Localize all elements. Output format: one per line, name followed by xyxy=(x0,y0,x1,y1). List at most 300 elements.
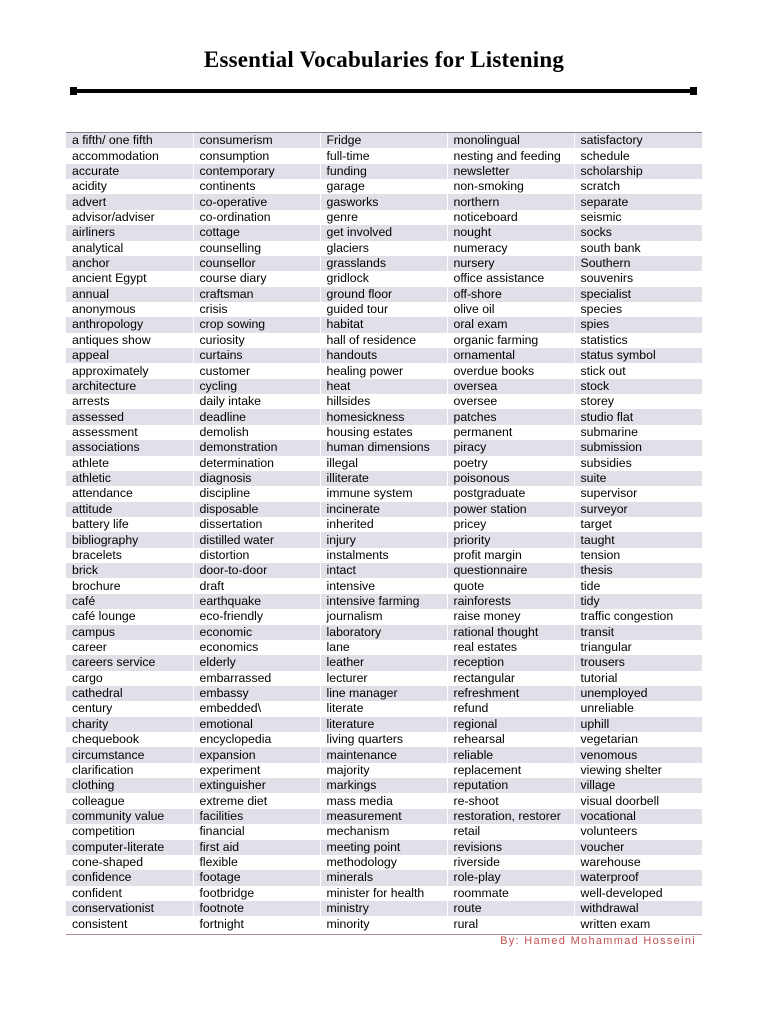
vocab-cell: economics xyxy=(193,640,320,655)
vocab-cell: oral exam xyxy=(447,317,574,332)
table-row xyxy=(66,532,702,547)
vocab-cell: counsellor xyxy=(193,256,320,271)
vocab-cell: guided tour xyxy=(320,302,447,317)
vocab-cell: line manager xyxy=(320,686,447,701)
vocab-cell: re-shoot xyxy=(447,793,574,808)
vocab-cell: village xyxy=(574,778,702,793)
table-row xyxy=(66,655,702,670)
vocab-cell: real estates xyxy=(447,640,574,655)
vocab-cell: viewing shelter xyxy=(574,763,702,778)
vocab-cell: analytical xyxy=(66,241,193,256)
vocab-cell: bibliography xyxy=(66,532,193,547)
table-row xyxy=(66,363,702,378)
vocab-cell: customer xyxy=(193,363,320,378)
table-row xyxy=(66,379,702,394)
vocab-cell: triangular xyxy=(574,640,702,655)
vocab-cell: ground floor xyxy=(320,287,447,302)
vocab-cell: deadline xyxy=(193,409,320,424)
table-row xyxy=(66,625,702,640)
vocab-cell: intact xyxy=(320,563,447,578)
vocab-cell: homesickness xyxy=(320,409,447,424)
vocab-cell: tidy xyxy=(574,594,702,609)
table-row xyxy=(66,594,702,609)
vocab-cell: economic xyxy=(193,625,320,640)
vocab-cell: embassy xyxy=(193,686,320,701)
vocab-cell: noticeboard xyxy=(447,210,574,225)
vocab-cell: accurate xyxy=(66,164,193,179)
vocab-cell: nesting and feeding xyxy=(447,148,574,163)
vocab-cell: trousers xyxy=(574,655,702,670)
vocab-cell: door-to-door xyxy=(193,563,320,578)
vocab-cell: route xyxy=(447,901,574,916)
vocab-cell: consumerism xyxy=(193,133,320,148)
vocab-cell: intensive farming xyxy=(320,594,447,609)
table-row xyxy=(66,563,702,578)
vocab-cell: rainforests xyxy=(447,594,574,609)
vocab-cell: campus xyxy=(66,625,193,640)
vocab-cell: ornamental xyxy=(447,348,574,363)
vocab-cell: anonymous xyxy=(66,302,193,317)
vocab-cell: Fridge xyxy=(320,133,447,148)
vocab-cell: refund xyxy=(447,701,574,716)
table-row xyxy=(66,609,702,624)
vocab-cell: arrests xyxy=(66,394,193,409)
table-row xyxy=(66,840,702,855)
vocab-cell: fortnight xyxy=(193,916,320,931)
vocab-cell: brick xyxy=(66,563,193,578)
vocab-cell: competition xyxy=(66,824,193,839)
vocab-cell: ministry xyxy=(320,901,447,916)
vocab-cell: literate xyxy=(320,701,447,716)
vocab-cell: numeracy xyxy=(447,241,574,256)
vocab-cell: nought xyxy=(447,225,574,240)
vocab-cell: overdue books xyxy=(447,363,574,378)
vocab-cell: olive oil xyxy=(447,302,574,317)
vocab-cell: curtains xyxy=(193,348,320,363)
vocab-cell: crisis xyxy=(193,302,320,317)
table-row xyxy=(66,870,702,885)
vocab-cell: discipline xyxy=(193,486,320,501)
vocab-cell: habitat xyxy=(320,317,447,332)
vocab-cell: associations xyxy=(66,440,193,455)
vocab-cell: colleague xyxy=(66,793,193,808)
table-row xyxy=(66,241,702,256)
vocab-cell: contemporary xyxy=(193,164,320,179)
vocab-cell: rational thought xyxy=(447,625,574,640)
table-row xyxy=(66,901,702,916)
table-row xyxy=(66,333,702,348)
vocab-cell: cargo xyxy=(66,671,193,686)
vocab-cell: patches xyxy=(447,409,574,424)
vocab-cell: profit margin xyxy=(447,548,574,563)
vocab-cell: reception xyxy=(447,655,574,670)
vocab-cell: volunteers xyxy=(574,824,702,839)
vocab-cell: chequebook xyxy=(66,732,193,747)
vocab-cell: consumption xyxy=(193,148,320,163)
vocab-cell: inherited xyxy=(320,517,447,532)
vocab-cell: newsletter xyxy=(447,164,574,179)
vocab-cell: tension xyxy=(574,548,702,563)
vocab-cell: consistent xyxy=(66,916,193,931)
vocab-cell: battery life xyxy=(66,517,193,532)
table-row xyxy=(66,133,702,148)
vocab-cell: healing power xyxy=(320,363,447,378)
vocab-cell: written exam xyxy=(574,916,702,931)
vocab-cell: athlete xyxy=(66,456,193,471)
vocab-cell: human dimensions xyxy=(320,440,447,455)
table-row xyxy=(66,809,702,824)
vocab-cell: meeting point xyxy=(320,840,447,855)
vocab-cell: mass media xyxy=(320,793,447,808)
vocab-cell: office assistance xyxy=(447,271,574,286)
vocab-cell: century xyxy=(66,701,193,716)
table-row xyxy=(66,148,702,163)
table-row xyxy=(66,210,702,225)
vocab-cell: organic farming xyxy=(447,333,574,348)
vocab-cell: assessment xyxy=(66,425,193,440)
vocab-cell: determination xyxy=(193,456,320,471)
table-row xyxy=(66,686,702,701)
vocab-cell: demonstration xyxy=(193,440,320,455)
vocab-cell: separate xyxy=(574,194,702,209)
table-row xyxy=(66,271,702,286)
table-row xyxy=(66,701,702,716)
table-row xyxy=(66,287,702,302)
vocab-cell: appeal xyxy=(66,348,193,363)
vocab-cell: markings xyxy=(320,778,447,793)
table-row xyxy=(66,348,702,363)
table-row xyxy=(66,640,702,655)
table-row xyxy=(66,548,702,563)
vocab-cell: measurement xyxy=(320,809,447,824)
vocab-cell: curiosity xyxy=(193,333,320,348)
vocab-cell: oversee xyxy=(447,394,574,409)
vocab-cell: minority xyxy=(320,916,447,931)
title-rule xyxy=(72,89,696,93)
vocab-cell: anthropology xyxy=(66,317,193,332)
vocab-cell: surveyor xyxy=(574,502,702,517)
vocab-cell: seismic xyxy=(574,210,702,225)
vocab-cell: cottage xyxy=(193,225,320,240)
vocab-cell: questionnaire xyxy=(447,563,574,578)
vocab-cell: gridlock xyxy=(320,271,447,286)
vocab-cell: elderly xyxy=(193,655,320,670)
vocab-cell: replacement xyxy=(447,763,574,778)
table-row xyxy=(66,425,702,440)
vocab-cell: distilled water xyxy=(193,532,320,547)
vocab-cell: warehouse xyxy=(574,855,702,870)
vocab-cell: living quarters xyxy=(320,732,447,747)
vocab-cell: uphill xyxy=(574,717,702,732)
vocab-cell: accommodation xyxy=(66,148,193,163)
author-credit: By: Hamed Mohammad Hosseini xyxy=(500,935,696,947)
table-row xyxy=(66,824,702,839)
table-row xyxy=(66,916,702,931)
table-row xyxy=(66,256,702,271)
vocab-cell: scholarship xyxy=(574,164,702,179)
vocab-cell: tide xyxy=(574,578,702,593)
vocab-cell: status symbol xyxy=(574,348,702,363)
vocab-cell: revisions xyxy=(447,840,574,855)
vocab-cell: roommate xyxy=(447,886,574,901)
vocab-cell: journalism xyxy=(320,609,447,624)
vocab-cell: reliable xyxy=(447,747,574,762)
vocab-cell: souvenirs xyxy=(574,271,702,286)
vocab-cell: stick out xyxy=(574,363,702,378)
vocab-cell: full-time xyxy=(320,148,447,163)
vocab-cell: statistics xyxy=(574,333,702,348)
vocab-cell: extreme diet xyxy=(193,793,320,808)
table-row xyxy=(66,517,702,532)
vocab-cell: co-ordination xyxy=(193,210,320,225)
vocab-cell: funding xyxy=(320,164,447,179)
table-row xyxy=(66,225,702,240)
vocab-cell: illegal xyxy=(320,456,447,471)
vocab-cell: diagnosis xyxy=(193,471,320,486)
vocab-cell: piracy xyxy=(447,440,574,455)
table-row xyxy=(66,671,702,686)
vocab-cell: crop sowing xyxy=(193,317,320,332)
vocab-cell: heat xyxy=(320,379,447,394)
vocab-cell: bracelets xyxy=(66,548,193,563)
vocab-cell: lane xyxy=(320,640,447,655)
vocab-cell: rehearsal xyxy=(447,732,574,747)
vocab-cell: cycling xyxy=(193,379,320,394)
vocab-cell: visual doorbell xyxy=(574,793,702,808)
table-row xyxy=(66,778,702,793)
vocab-cell: facilities xyxy=(193,809,320,824)
table-row xyxy=(66,164,702,179)
vocab-cell: oversea xyxy=(447,379,574,394)
vocab-cell: leather xyxy=(320,655,447,670)
vocab-cell: cathedral xyxy=(66,686,193,701)
vocab-cell: role-play xyxy=(447,870,574,885)
vocab-cell: counselling xyxy=(193,241,320,256)
vocab-cell: intensive xyxy=(320,578,447,593)
vocab-cell: charity xyxy=(66,717,193,732)
vocab-cell: hall of residence xyxy=(320,333,447,348)
vocab-cell: get involved xyxy=(320,225,447,240)
vocab-cell: glaciers xyxy=(320,241,447,256)
table-row xyxy=(66,440,702,455)
vocab-cell: architecture xyxy=(66,379,193,394)
vocab-cell: ancient Egypt xyxy=(66,271,193,286)
vocab-cell: extinguisher xyxy=(193,778,320,793)
vocab-cell: advisor/adviser xyxy=(66,210,193,225)
vocab-cell: riverside xyxy=(447,855,574,870)
vocab-cell: clothing xyxy=(66,778,193,793)
vocab-cell: emotional xyxy=(193,717,320,732)
vocab-cell: off-shore xyxy=(447,287,574,302)
vocab-cell: instalments xyxy=(320,548,447,563)
vocab-cell: acidity xyxy=(66,179,193,194)
vocab-cell: daily intake xyxy=(193,394,320,409)
vocab-cell: well-developed xyxy=(574,886,702,901)
vocab-cell: embedded\ xyxy=(193,701,320,716)
vocab-cell: athletic xyxy=(66,471,193,486)
table-row xyxy=(66,502,702,517)
vocabulary-table-body xyxy=(66,133,702,932)
vocab-cell: waterproof xyxy=(574,870,702,885)
vocab-cell: withdrawal xyxy=(574,901,702,916)
table-row xyxy=(66,317,702,332)
vocab-cell: socks xyxy=(574,225,702,240)
vocab-cell: laboratory xyxy=(320,625,447,640)
vocab-cell: northern xyxy=(447,194,574,209)
vocab-cell: café xyxy=(66,594,193,609)
vocab-cell: craftsman xyxy=(193,287,320,302)
table-row xyxy=(66,471,702,486)
vocab-cell: advert xyxy=(66,194,193,209)
vocab-cell: lecturer xyxy=(320,671,447,686)
vocab-cell: dissertation xyxy=(193,517,320,532)
vocab-cell: specialist xyxy=(574,287,702,302)
vocab-cell: subsidies xyxy=(574,456,702,471)
vocab-cell: mechanism xyxy=(320,824,447,839)
vocab-cell: attendance xyxy=(66,486,193,501)
vocab-cell: priority xyxy=(447,532,574,547)
table-row xyxy=(66,394,702,409)
vocab-cell: distortion xyxy=(193,548,320,563)
table-row xyxy=(66,732,702,747)
vocab-cell: Southern xyxy=(574,256,702,271)
vocab-cell: quote xyxy=(447,578,574,593)
table-row xyxy=(66,456,702,471)
vocab-cell: conservationist xyxy=(66,901,193,916)
table-row xyxy=(66,747,702,762)
vocab-cell: vegetarian xyxy=(574,732,702,747)
vocab-cell: methodology xyxy=(320,855,447,870)
vocab-cell: satisfactory xyxy=(574,133,702,148)
vocab-cell: rural xyxy=(447,916,574,931)
vocab-cell: co-operative xyxy=(193,194,320,209)
table-row xyxy=(66,886,702,901)
table-row xyxy=(66,409,702,424)
rule-end-right xyxy=(690,87,697,95)
vocab-cell: reputation xyxy=(447,778,574,793)
vocab-cell: vocational xyxy=(574,809,702,824)
vocab-cell: demolish xyxy=(193,425,320,440)
vocab-cell: retail xyxy=(447,824,574,839)
vocab-cell: confident xyxy=(66,886,193,901)
vocab-cell: embarrassed xyxy=(193,671,320,686)
vocab-cell: traffic congestion xyxy=(574,609,702,624)
vocab-cell: poisonous xyxy=(447,471,574,486)
vocab-cell: minister for health xyxy=(320,886,447,901)
vocab-cell: eco-friendly xyxy=(193,609,320,624)
vocab-cell: schedule xyxy=(574,148,702,163)
vocab-cell: encyclopedia xyxy=(193,732,320,747)
vocab-cell: footbridge xyxy=(193,886,320,901)
vocab-cell: restoration, restorer xyxy=(447,809,574,824)
table-row xyxy=(66,763,702,778)
table-row xyxy=(66,578,702,593)
vocab-cell: scratch xyxy=(574,179,702,194)
vocab-cell: unreliable xyxy=(574,701,702,716)
vocab-cell: community value xyxy=(66,809,193,824)
vocab-cell: café lounge xyxy=(66,609,193,624)
vocab-cell: brochure xyxy=(66,578,193,593)
vocab-cell: rectangular xyxy=(447,671,574,686)
vocab-cell: thesis xyxy=(574,563,702,578)
page-title: Essential Vocabularies for Listening xyxy=(203,47,565,72)
vocab-cell: anchor xyxy=(66,256,193,271)
vocab-cell: hillsides xyxy=(320,394,447,409)
vocab-cell: literature xyxy=(320,717,447,732)
vocab-cell: supervisor xyxy=(574,486,702,501)
vocab-cell: raise money xyxy=(447,609,574,624)
vocab-cell: confidence xyxy=(66,870,193,885)
vocab-cell: poetry xyxy=(447,456,574,471)
table-row xyxy=(66,302,702,317)
vocab-cell: taught xyxy=(574,532,702,547)
vocab-cell: injury xyxy=(320,532,447,547)
vocab-cell: regional xyxy=(447,717,574,732)
vocab-cell: a fifth/ one fifth xyxy=(66,133,193,148)
vocab-cell: experiment xyxy=(193,763,320,778)
vocabulary-table xyxy=(66,133,702,932)
vocab-cell: spies xyxy=(574,317,702,332)
table-row xyxy=(66,194,702,209)
vocab-cell: first aid xyxy=(193,840,320,855)
vocab-cell: illiterate xyxy=(320,471,447,486)
table-row xyxy=(66,179,702,194)
vocab-cell: attitude xyxy=(66,502,193,517)
vocab-cell: species xyxy=(574,302,702,317)
vocab-cell: garage xyxy=(320,179,447,194)
vocab-cell: nursery xyxy=(447,256,574,271)
vocab-cell: submission xyxy=(574,440,702,455)
vocab-cell: course diary xyxy=(193,271,320,286)
vocab-cell: footage xyxy=(193,870,320,885)
vocab-cell: circumstance xyxy=(66,747,193,762)
vocab-cell: tutorial xyxy=(574,671,702,686)
vocab-cell: expansion xyxy=(193,747,320,762)
vocab-cell: majority xyxy=(320,763,447,778)
vocab-cell: handouts xyxy=(320,348,447,363)
vocab-cell: unemployed xyxy=(574,686,702,701)
vocab-cell: maintenance xyxy=(320,747,447,762)
vocab-cell: approximately xyxy=(66,363,193,378)
vocab-cell: suite xyxy=(574,471,702,486)
vocab-cell: flexible xyxy=(193,855,320,870)
table-row xyxy=(66,486,702,501)
vocab-cell: grasslands xyxy=(320,256,447,271)
table-row xyxy=(66,717,702,732)
vocab-cell: clarification xyxy=(66,763,193,778)
vocab-cell: venomous xyxy=(574,747,702,762)
vocab-cell: annual xyxy=(66,287,193,302)
vocab-cell: stock xyxy=(574,379,702,394)
vocab-cell: storey xyxy=(574,394,702,409)
vocab-cell: pricey xyxy=(447,517,574,532)
vocab-cell: assessed xyxy=(66,409,193,424)
vocab-cell: submarine xyxy=(574,425,702,440)
vocab-cell: genre xyxy=(320,210,447,225)
vocab-cell: incinerate xyxy=(320,502,447,517)
vocab-cell: antiques show xyxy=(66,333,193,348)
vocab-cell: minerals xyxy=(320,870,447,885)
vocab-cell: refreshment xyxy=(447,686,574,701)
vocab-cell: voucher xyxy=(574,840,702,855)
vocab-cell: airliners xyxy=(66,225,193,240)
vocab-cell: south bank xyxy=(574,241,702,256)
vocab-cell: housing estates xyxy=(320,425,447,440)
vocab-cell: monolingual xyxy=(447,133,574,148)
vocab-cell: target xyxy=(574,517,702,532)
vocab-cell: continents xyxy=(193,179,320,194)
vocab-cell: disposable xyxy=(193,502,320,517)
